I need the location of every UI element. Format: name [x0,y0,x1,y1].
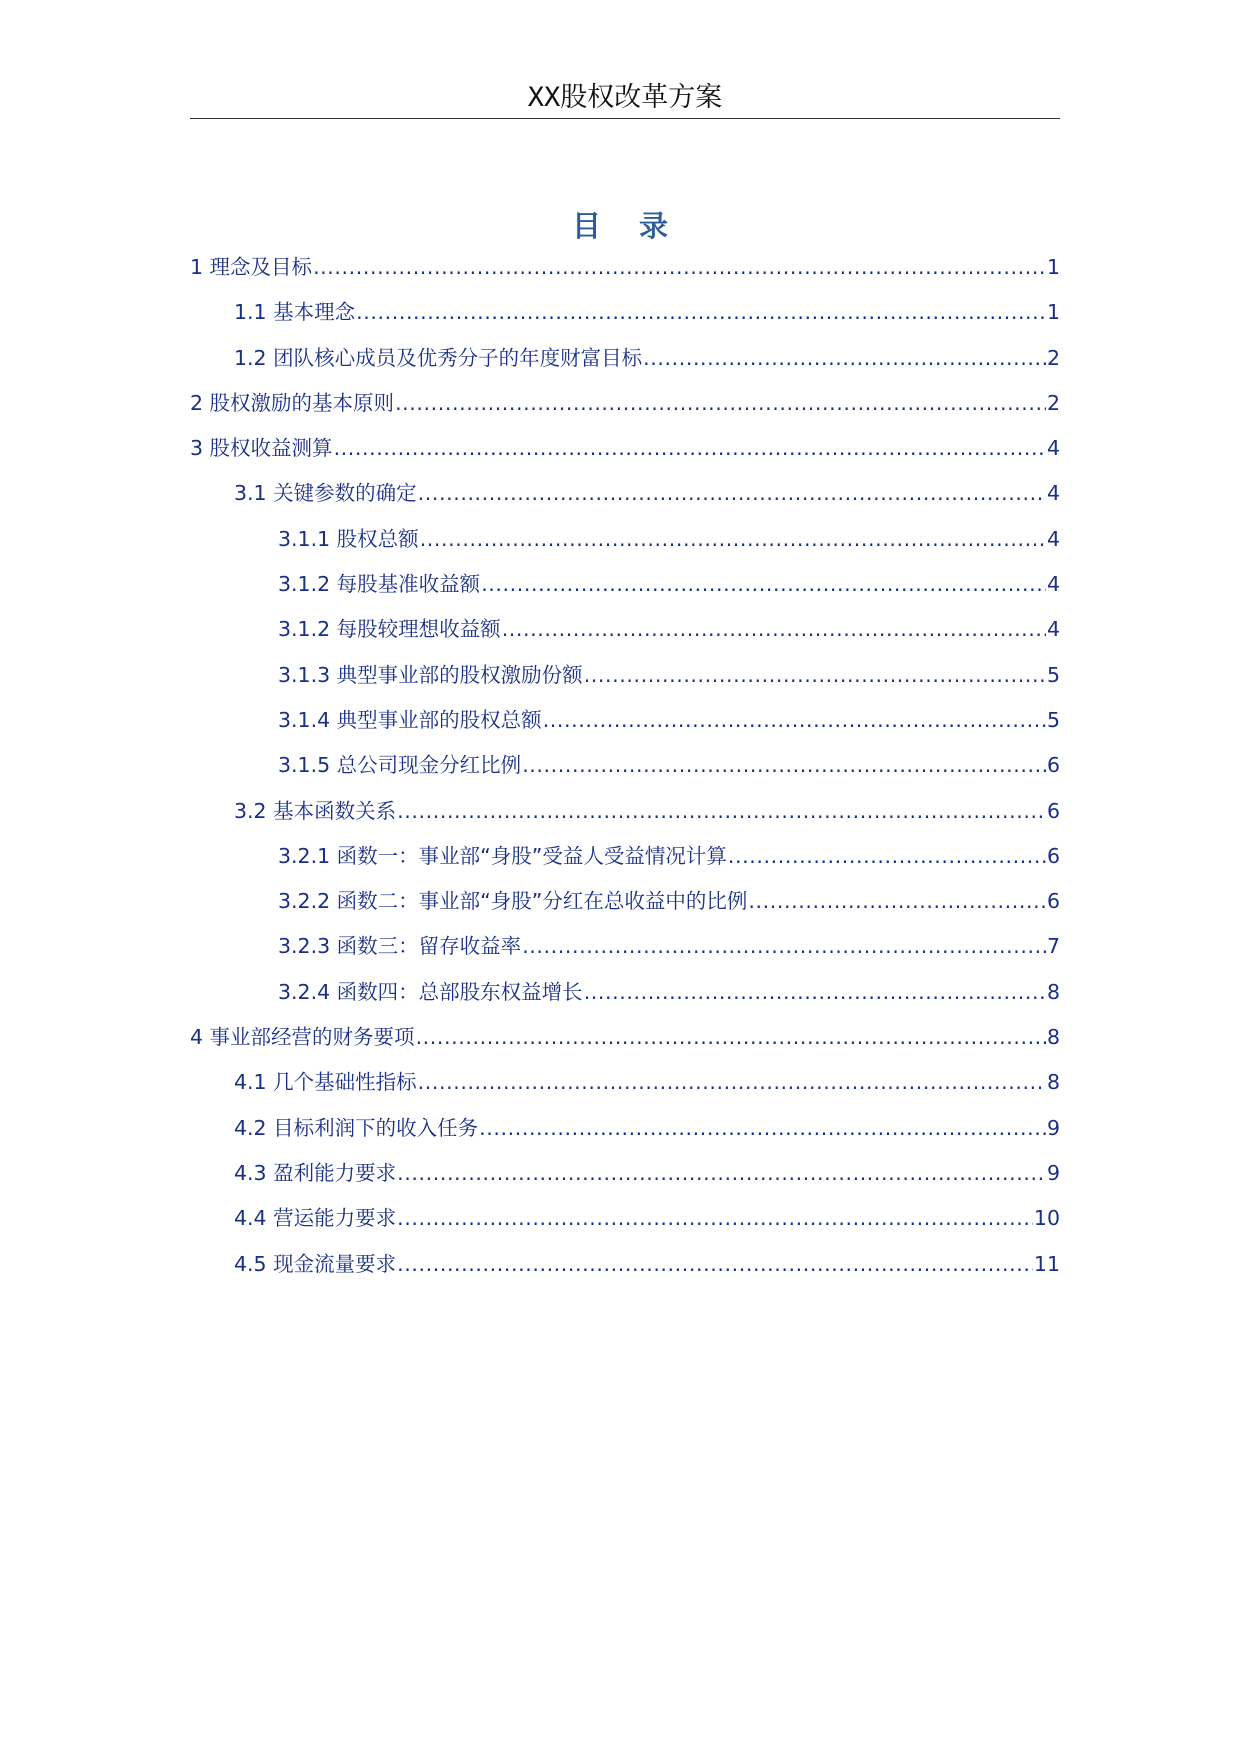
toc-dot-leader [356,292,1046,332]
toc-page-number[interactable]: 5 [1046,707,1060,732]
table-of-contents [190,247,1060,1289]
toc-entry-text[interactable]: 1.1 基本理念 [234,300,356,325]
toc-dot-leader [479,1108,1046,1148]
toc-page-number[interactable]: 8 [1046,1070,1060,1095]
toc-entry[interactable] [190,836,1060,881]
toc-entry[interactable] [190,700,1060,745]
toc-entry[interactable] [190,745,1060,790]
toc-page-number[interactable]: 4 [1046,481,1060,506]
toc-entry[interactable] [190,1153,1060,1198]
toc-entry[interactable] [190,972,1060,1017]
toc-entry[interactable] [190,564,1060,609]
toc-page-number[interactable]: 2 [1046,390,1060,415]
toc-entry[interactable] [190,926,1060,971]
toc-entry-text[interactable]: 3.1.5 总公司现金分红比例 [278,753,522,778]
toc-entry[interactable] [190,428,1060,473]
toc-entry[interactable] [190,609,1060,654]
toc-dot-leader [395,383,1046,423]
toc-dot-leader [416,1017,1046,1057]
toc-dot-leader [522,926,1046,966]
toc-page-number[interactable]: 4 [1046,617,1060,642]
toc-entry[interactable] [190,383,1060,428]
toc-page-number[interactable]: 6 [1046,889,1060,914]
toc-dot-leader [397,1198,1033,1238]
toc-page-number[interactable]: 10 [1033,1206,1060,1231]
toc-entry-text[interactable]: 3 股权收益测算 [190,436,333,461]
toc-dot-leader [543,700,1046,740]
toc-dot-leader [481,564,1046,604]
toc-dot-leader [522,745,1046,785]
toc-page-number[interactable]: 8 [1046,979,1060,1004]
toc-entry-text[interactable]: 4.5 现金流量要求 [234,1251,397,1276]
toc-entry-text[interactable]: 3.2 基本函数关系 [234,798,397,823]
toc-entry[interactable] [190,247,1060,292]
toc-entry-text[interactable]: 4.2 目标利润下的收入任务 [234,1115,479,1140]
toc-entry[interactable] [190,881,1060,926]
toc-entry-text[interactable]: 2 股权激励的基本原则 [190,390,395,415]
toc-entry[interactable] [190,338,1060,383]
toc-page-number[interactable]: 1 [1046,300,1060,325]
toc-entry[interactable] [190,1244,1060,1289]
toc-entry[interactable] [190,519,1060,564]
toc-entry-text[interactable]: 3.2.3 函数三：留存收益率 [278,934,522,959]
toc-page-number[interactable]: 1 [1046,255,1060,279]
toc-entry-text[interactable]: 1 理念及目标 [190,255,313,279]
toc-entry[interactable] [190,1198,1060,1243]
toc-entry-text[interactable]: 4.4 营运能力要求 [234,1206,397,1231]
toc-dot-leader [313,247,1046,287]
toc-dot-leader [418,473,1046,513]
toc-entry-text[interactable]: 3.2.1 函数一：事业部“身股”受益人受益情况计算 [278,843,727,868]
toc-page-number[interactable]: 4 [1046,436,1060,461]
toc-dot-leader [420,519,1046,559]
document-title: XX股权改革方案 [527,82,723,113]
toc-dot-leader [397,1153,1046,1193]
toc-page-number[interactable]: 11 [1033,1251,1060,1276]
toc-dot-leader [728,836,1046,876]
toc-entry[interactable] [190,1108,1060,1153]
toc-dot-leader [418,1062,1046,1102]
toc-dot-leader [334,428,1046,468]
toc-entry-text[interactable]: 3.2.4 函数四：总部股东权益增长 [278,979,583,1004]
toc-page-number[interactable]: 9 [1046,1115,1060,1140]
toc-page-number[interactable]: 2 [1046,345,1060,370]
toc-dot-leader [397,1244,1033,1284]
toc-entry-text[interactable]: 4.1 几个基础性指标 [234,1070,417,1095]
toc-entry[interactable] [190,1062,1060,1107]
toc-page-number[interactable]: 6 [1046,798,1060,823]
toc-page-number[interactable]: 9 [1046,1160,1060,1185]
toc-dot-leader [584,972,1046,1012]
toc-page-number[interactable]: 5 [1046,662,1060,687]
toc-page-number[interactable]: 6 [1046,843,1060,868]
toc-entry[interactable] [190,655,1060,700]
toc-entry-text[interactable]: 1.2 团队核心成员及优秀分子的年度财富目标 [234,345,643,370]
toc-entry-text[interactable]: 3.1.4 典型事业部的股权总额 [278,707,542,732]
toc-dot-leader [643,338,1046,378]
toc-heading: 目录 [571,209,706,243]
toc-entry-text[interactable]: 4 事业部经营的财务要项 [190,1025,415,1050]
toc-entry[interactable] [190,473,1060,518]
toc-dot-leader [502,609,1046,649]
toc-entry-text[interactable]: 3.1.1 股权总额 [278,526,419,551]
toc-entry[interactable] [190,292,1060,337]
toc-dot-leader [584,655,1046,695]
toc-entry[interactable] [190,1017,1060,1062]
toc-entry-text[interactable]: 3.2.2 函数二：事业部“身股”分红在总收益中的比例 [278,889,748,914]
toc-entry-text[interactable]: 3.1 关键参数的确定 [234,481,417,506]
toc-entry-text[interactable]: 3.1.3 典型事业部的股权激励份额 [278,662,583,687]
toc-dot-leader [397,791,1046,831]
toc-entry-text[interactable]: 3.1.2 每股较理想收益额 [278,617,501,642]
toc-entry[interactable] [190,791,1060,836]
toc-page-number[interactable]: 4 [1046,572,1060,597]
toc-entry-text[interactable]: 3.1.2 每股基准收益额 [278,572,481,597]
toc-page-number[interactable]: 6 [1046,753,1060,778]
page-header [190,82,1060,119]
toc-entry-text[interactable]: 4.3 盈利能力要求 [234,1160,397,1185]
toc-page-number[interactable]: 4 [1046,526,1060,551]
toc-page-number[interactable]: 7 [1046,934,1060,959]
toc-page-number[interactable]: 8 [1046,1025,1060,1050]
toc-dot-leader [748,881,1046,921]
